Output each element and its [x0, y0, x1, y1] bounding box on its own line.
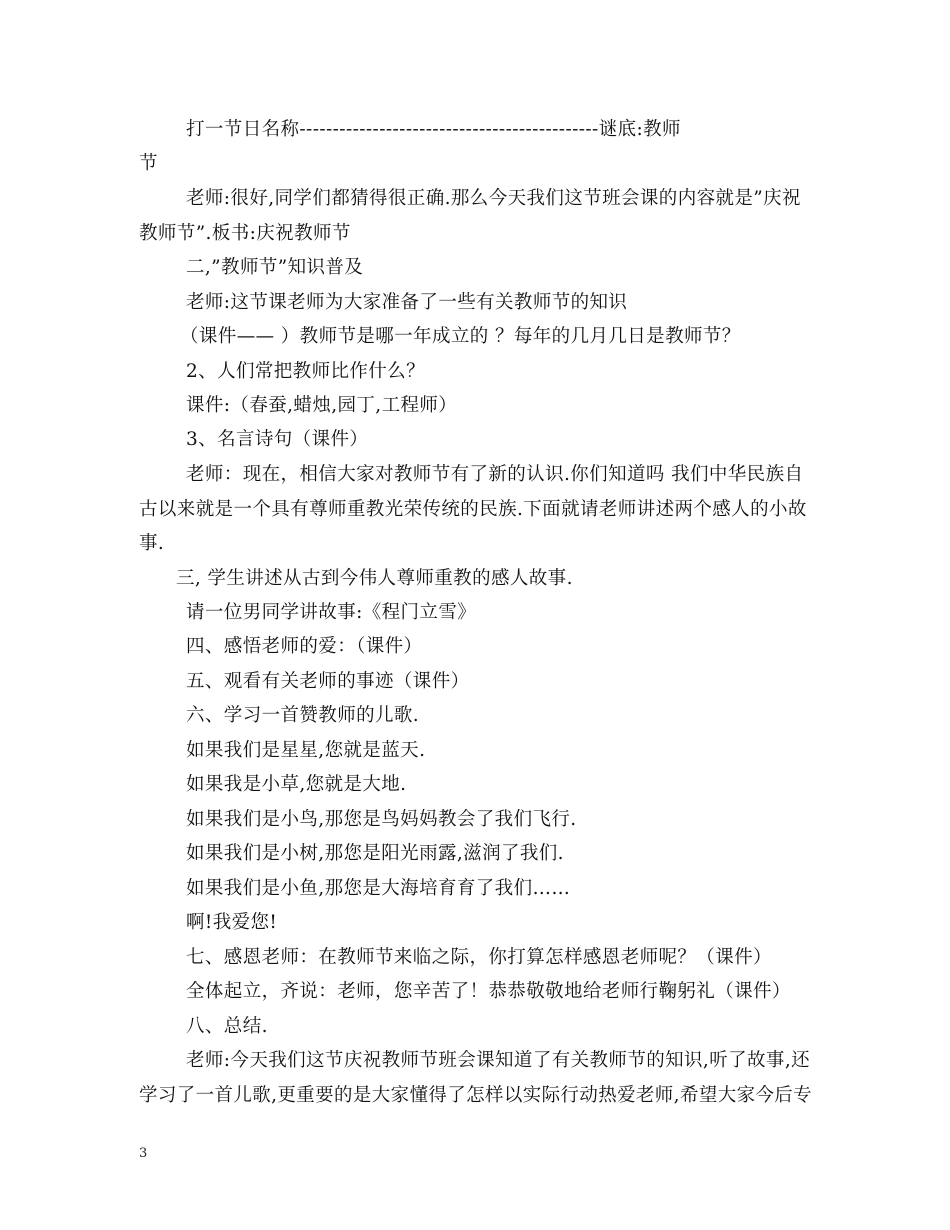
text-line: 教师节”.板书:庆祝教师节 [139, 223, 351, 244]
text-line: 打一节日名称---------------------------------------------谜底:教师 [186, 119, 681, 140]
page-number: 3 [139, 1146, 148, 1161]
section-heading: 二,”教师节”知识普及 [186, 257, 364, 278]
text-line: 课件:（春蚕,蜡烛,园丁,工程师） [186, 395, 458, 416]
text-line: 学习了一首儿歌,更重要的是大家懂得了怎样以实际行动热爱老师,希望大家今后专 [139, 1085, 813, 1106]
text-line: 古以来就是一个具有尊师重教光荣传统的民族.下面就请老师讲述两个感人的小故 [139, 499, 807, 520]
section-heading: 八、总结. [186, 1016, 268, 1037]
text-line: 请一位男同学讲故事:《程门立雪》 [186, 602, 477, 623]
poem-line: 如果我们是小鸟,那您是鸟妈妈教会了我们飞行. [186, 809, 577, 830]
section-heading: 四、感悟老师的爱：（课件） [186, 636, 423, 657]
section-heading: 七、感恩老师：在教师节来临之际，你打算怎样感恩老师呢？（课件） [186, 947, 772, 968]
text-line: 老师:今天我们这节庆祝教师节班会课知道了有关教师节的知识,听了故事,还 [186, 1050, 810, 1071]
text-line: 事. [139, 533, 165, 554]
poem-line: 如果我们是星星,您就是蓝天. [186, 740, 426, 761]
text-line: （课件—— ）教师节是哪一年成立的 ？每年的几月几日是教师节？ [180, 326, 741, 347]
text-line: 2、人们常把教师比作什么？ [186, 361, 425, 382]
section-heading: 六、学习一首赞教师的儿歌. [186, 705, 420, 726]
poem-line: 如果我们是小鱼,那您是大海培育育了我们…… [186, 878, 571, 899]
text-line: 3、名言诗句（课件） [186, 429, 369, 450]
poem-line: 啊!我爱您! [186, 912, 278, 933]
text-line: 老师:这节课老师为大家准备了一些有关教师节的知识 [186, 292, 628, 313]
poem-line: 如果我是小草,您就是大地. [186, 774, 407, 795]
text-line: 老师：现在，相信大家对教师节有了新的认识.你们知道吗 我们中华民族自 [186, 464, 804, 485]
text-line: 老师:很好,同学们都猜得很正确.那么今天我们这节班会课的内容就是”庆祝 [186, 188, 801, 209]
section-heading: 三, 学生讲述从古到今伟人尊师重教的感人故事. [176, 568, 573, 589]
poem-line: 如果我们是小树,那您是阳光雨露,滋润了我们. [186, 843, 564, 864]
text-line: 节 [139, 153, 158, 174]
text-line: 全体起立，齐说：老师，您辛苦了！恭恭敬敬地给老师行鞠躬礼（课件） [186, 981, 791, 1002]
section-heading: 五、观看有关老师的事迹（课件） [186, 671, 470, 692]
